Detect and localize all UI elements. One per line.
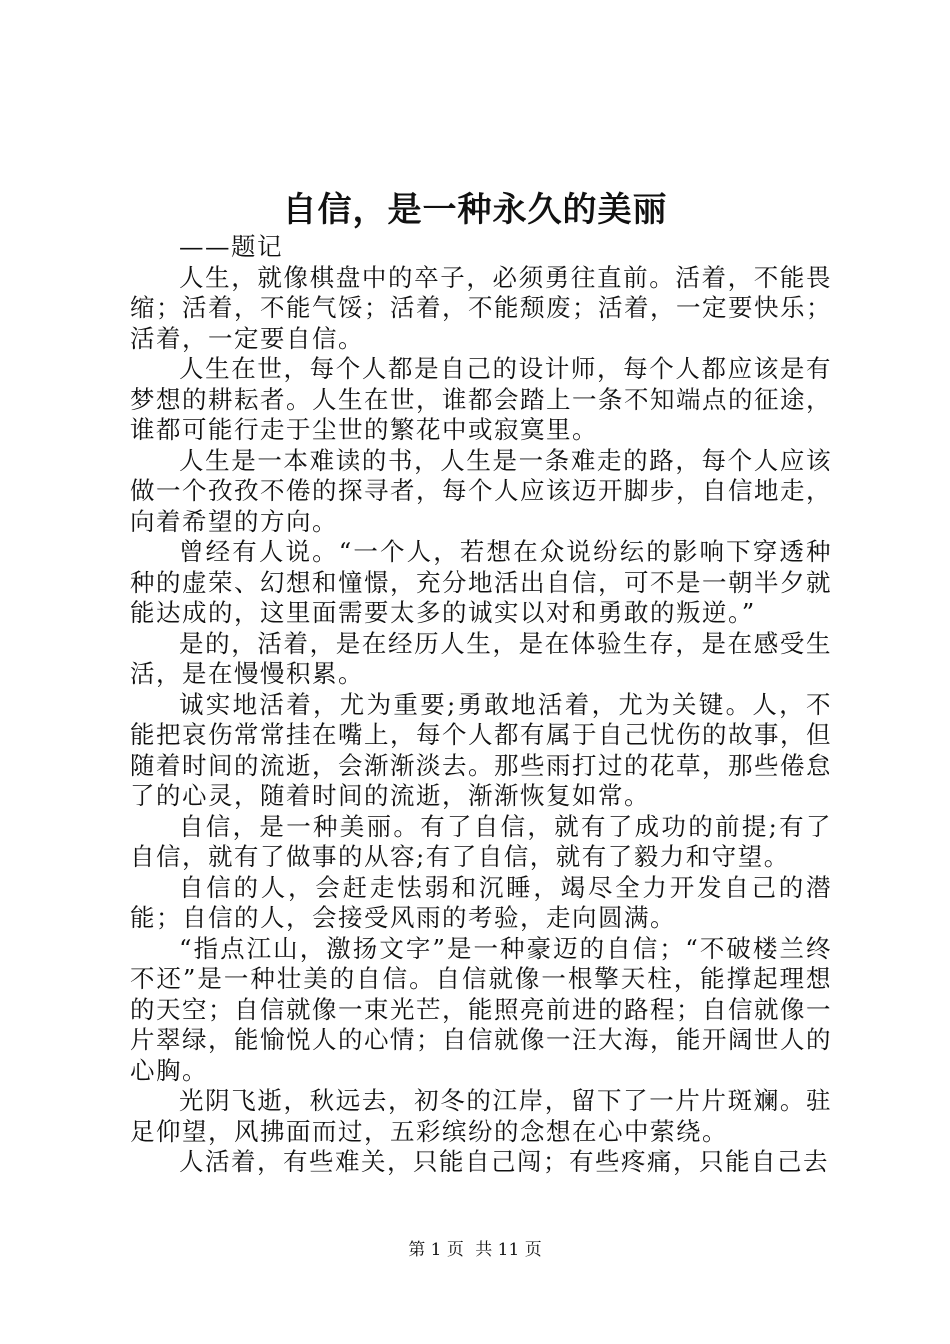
paragraph: 是的，活着，是在经历人生，是在体验生存，是在感受生活，是在慢慢积累。 [130,628,832,688]
paragraph: 自信的人，会赶走怯弱和沉睡，竭尽全力开发自己的潜能；自信的人，会接受风雨的考验，走向圆满。 [130,872,832,932]
page-footer [0,1238,950,1262]
page-total: 共 11 页 [475,1240,542,1260]
document-title: 自信，是一种永久的美丽 [282,190,668,230]
paragraph: 光阴飞逝，秋远去，初冬的江岸，留下了一片片斑斓。驻足仰望，风拂面而过，五彩缤纷的念想在心中萦绕。 [130,1086,832,1146]
paragraph: 曾经有人说。“一个人，若想在众说纷纭的影响下穿透种种的虚荣、幻想和憧憬，充分地活出自信，可不是一朝半夕就能达成的，这里面需要太多的诚实以对和勇敢的叛逆。” [130,537,832,627]
document-body [130,232,832,1178]
paragraph: 自信，是一种美丽。有了自信，就有了成功的前提;有了自信，就有了做事的从容;有了自信，就有了毅力和守望。 [130,811,832,871]
page-number: 第 1 页 [408,1240,464,1260]
epigraph-note: ——题记 [179,232,283,261]
paragraph: 人生在世，每个人都是自己的设计师，每个人都应该是有梦想的耕耘者。人生在世，谁都会踏上一条不知端点的征途，谁都可能行走于尘世的繁花中或寂寞里。 [130,354,832,444]
paragraph: 人活着，有些难关，只能自己闯；有些疼痛，只能自己去 [179,1147,829,1176]
paragraph: 人生，就像棋盘中的卒子，必须勇往直前。活着，不能畏缩；活着，不能气馁；活着，不能颓废；活着，一定要快乐；活着，一定要自信。 [130,262,832,353]
paragraph: 诚实地活着，尤为重要;勇敢地活着，尤为关键。人，不能把哀伤常常挂在嘴上，每个人都有属于自己忧伤的故事，但随着时间的流逝，会渐渐淡去。那些雨打过的花草，那些倦怠了的心灵，随着时间的流逝，渐渐恢复如常。 [130,689,832,810]
paragraph: 人生是一本难读的书，人生是一条难走的路，每个人应该做一个孜孜不倦的探寻者，每个人应该迈开脚步，自信地走，向着希望的方向。 [130,445,832,536]
paragraph: “指点江山，激扬文字”是一种豪迈的自信；“不破楼兰终不还”是一种壮美的自信。自信就像一根擎天柱，能撑起理想的天空；自信就像一束光芒，能照亮前进的路程；自信就像一片翠绿，能愉悦人的心情；自信就像一汪大海，能开阔世人的心胸。 [130,933,832,1085]
